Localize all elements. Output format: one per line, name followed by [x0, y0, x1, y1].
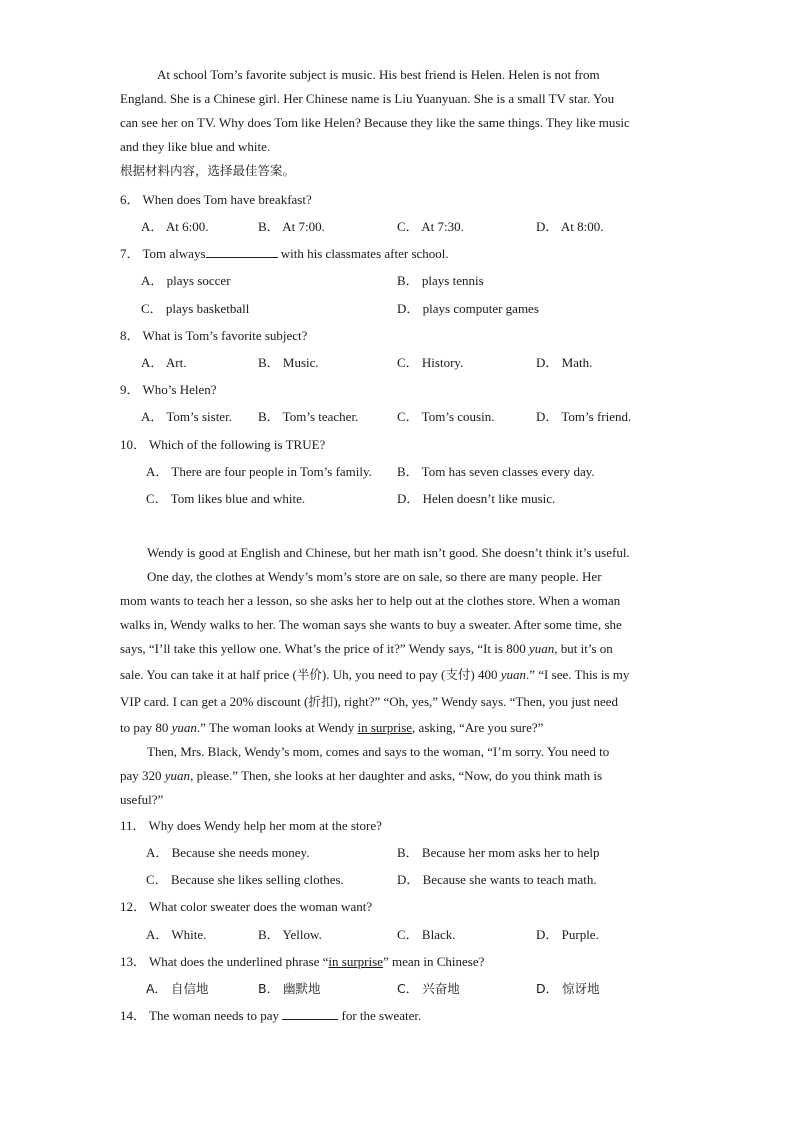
q7-stem-start: 7． Tom always: [120, 246, 206, 261]
instruction: 根据材料内容，选择最佳答案。: [120, 163, 296, 178]
q10-option-a[interactable]: A． There are four people in Tom’s family.: [146, 464, 372, 479]
passage2-line-6: [120, 667, 629, 683]
q13-underlined-phrase: in surprise: [328, 954, 383, 969]
q9-option-a[interactable]: A． Tom’s sister.: [141, 409, 232, 424]
q9-option-d[interactable]: D． Tom’s friend.: [536, 409, 632, 424]
question-6: 6． When does Tom have breakfast?: [120, 192, 312, 207]
line8-text: to pay 80: [120, 720, 172, 735]
q11-option-a[interactable]: A． Because she needs money.: [146, 845, 310, 860]
line8-text-end: , asking, “Are you sure?”: [412, 720, 544, 735]
q13-stem-end: ” mean in Chinese?: [382, 954, 485, 969]
q8-option-c[interactable]: C． History.: [397, 355, 464, 370]
yuan-word: yuan: [500, 667, 527, 682]
q7-option-a[interactable]: A． plays soccer: [141, 273, 231, 288]
q7-option-c[interactable]: C． plays basketball: [141, 301, 250, 316]
q10-option-d[interactable]: D． Helen doesn’t like music.: [397, 491, 556, 506]
q7-stem-end: with his classmates after school.: [280, 246, 449, 261]
q7-blank[interactable]: [206, 246, 278, 258]
q14-stem-end: for the sweater.: [341, 1008, 422, 1023]
line7-text-end: ), right?” “Oh, yes,” Wendy says. “Then, you just need: [333, 694, 618, 709]
question-13: [120, 954, 484, 970]
passage2-line-5: [120, 641, 613, 657]
q6-option-a[interactable]: A． At 6:00.: [141, 219, 209, 234]
underlined-phrase: in surprise: [357, 720, 413, 735]
q11-option-d[interactable]: D． Because she wants to teach math.: [397, 872, 597, 887]
q6-option-c[interactable]: C． At 7:30.: [397, 219, 464, 234]
line6-text: sale. You can take it at half price (: [120, 667, 297, 682]
passage2-line-7: [120, 694, 618, 710]
q14-stem-start: 14． The woman needs to pay: [120, 1008, 279, 1023]
question-9: 9． Who’s Helen?: [120, 382, 217, 397]
q13-option-a[interactable]: A． 自信地: [146, 981, 209, 996]
q13-stem-start: 13． What does the underlined phrase “: [120, 954, 329, 969]
line5-text: says, “I’ll take this yellow one. What’s the price of it?” Wendy says, “It is 800: [120, 641, 529, 656]
q13-option-b[interactable]: B． 幽默地: [258, 981, 321, 996]
line7-text: VIP card. I can get a 20% discount (: [120, 694, 309, 709]
yuan-word: yuan: [528, 641, 555, 656]
passage2-line-9: Then, Mrs. Black, Wendy’s mom, comes and says to the woman, “I’m sorry. You need to: [147, 744, 610, 759]
question-7: [120, 246, 449, 262]
question-8: 8． What is Tom’s favorite subject?: [120, 328, 308, 343]
question-14: [120, 1008, 421, 1024]
line8-text-2: .” The woman looks at Wendy: [196, 720, 358, 735]
passage2-line-11: useful?”: [120, 792, 164, 807]
discount-cn: 折扣: [308, 694, 334, 709]
yuan-word: yuan: [171, 720, 197, 735]
pay-cn: 支付: [445, 667, 471, 682]
passage2-line-3: mom wants to teach her a lesson, so she asks her to help out at the clothes store. When a woman: [120, 593, 621, 608]
passage2-line-1: Wendy is good at English and Chinese, but her math isn’t good. She doesn’t think it’s useful.: [147, 545, 630, 560]
passage1-line-3: can see her on TV. Why does Tom like Helen? Because they like the same things. They like music: [120, 115, 630, 130]
question-10: 10． Which of the following is TRUE?: [120, 437, 326, 452]
q11-option-b[interactable]: B． Because her mom asks her to help: [397, 845, 600, 860]
q10-option-b[interactable]: B． Tom has seven classes every day.: [397, 464, 595, 479]
q12-option-d[interactable]: D． Purple.: [536, 927, 599, 942]
q12-option-b[interactable]: B． Yellow.: [258, 927, 322, 942]
half-price-cn: 半价: [296, 667, 322, 682]
line10-text-end: , please.” Then, she looks at her daughter and asks, “Now, do you think math is: [190, 768, 602, 783]
passage2-line-4: walks in, Wendy walks to her. The woman says she wants to buy a sweater. After some time, she: [120, 617, 622, 632]
q6-option-d[interactable]: D． At 8:00.: [536, 219, 604, 234]
passage2-line-10: [120, 768, 602, 784]
q10-option-c[interactable]: C． Tom likes blue and white.: [146, 491, 306, 506]
line10-text: pay 320: [120, 768, 165, 783]
q14-blank[interactable]: [282, 1008, 338, 1020]
line6-text-3: ) 400: [470, 667, 501, 682]
line6-text-2: ). Uh, you need to pay (: [321, 667, 446, 682]
passage1-line-1: At school Tom’s favorite subject is music. His best friend is Helen. Helen is not from: [157, 67, 600, 82]
q9-option-c[interactable]: C． Tom’s cousin.: [397, 409, 495, 424]
passage1-line-4: and they like blue and white.: [120, 139, 271, 154]
q8-option-b[interactable]: B． Music.: [258, 355, 319, 370]
q9-option-b[interactable]: B． Tom’s teacher.: [258, 409, 359, 424]
yuan-word: yuan: [164, 768, 191, 783]
line5-text-end: , but it’s on: [554, 641, 613, 656]
q12-option-c[interactable]: C． Black.: [397, 927, 456, 942]
q8-option-d[interactable]: D． Math.: [536, 355, 593, 370]
q12-option-a[interactable]: A． White.: [146, 927, 207, 942]
q13-option-c[interactable]: C． 兴奋地: [397, 981, 460, 996]
passage2-line-8: [120, 720, 543, 736]
question-11: 11． Why does Wendy help her mom at the store?: [120, 818, 382, 833]
q13-option-d[interactable]: D． 惊讶地: [536, 981, 600, 996]
q7-option-b[interactable]: B． plays tennis: [397, 273, 484, 288]
q8-option-a[interactable]: A． Art.: [141, 355, 187, 370]
passage1-line-2: England. She is a Chinese girl. Her Chinese name is Liu Yuanyuan. She is a small TV star. You: [120, 91, 615, 106]
q7-option-d[interactable]: D． plays computer games: [397, 301, 539, 316]
question-12: 12． What color sweater does the woman want?: [120, 899, 373, 914]
q6-option-b[interactable]: B． At 7:00.: [258, 219, 325, 234]
passage2-line-2: One day, the clothes at Wendy’s mom’s store are on sale, so there are many people. Her: [147, 569, 602, 584]
line6-text-4: .” “I see. This is my: [526, 667, 630, 682]
q11-option-c[interactable]: C． Because she likes selling clothes.: [146, 872, 344, 887]
